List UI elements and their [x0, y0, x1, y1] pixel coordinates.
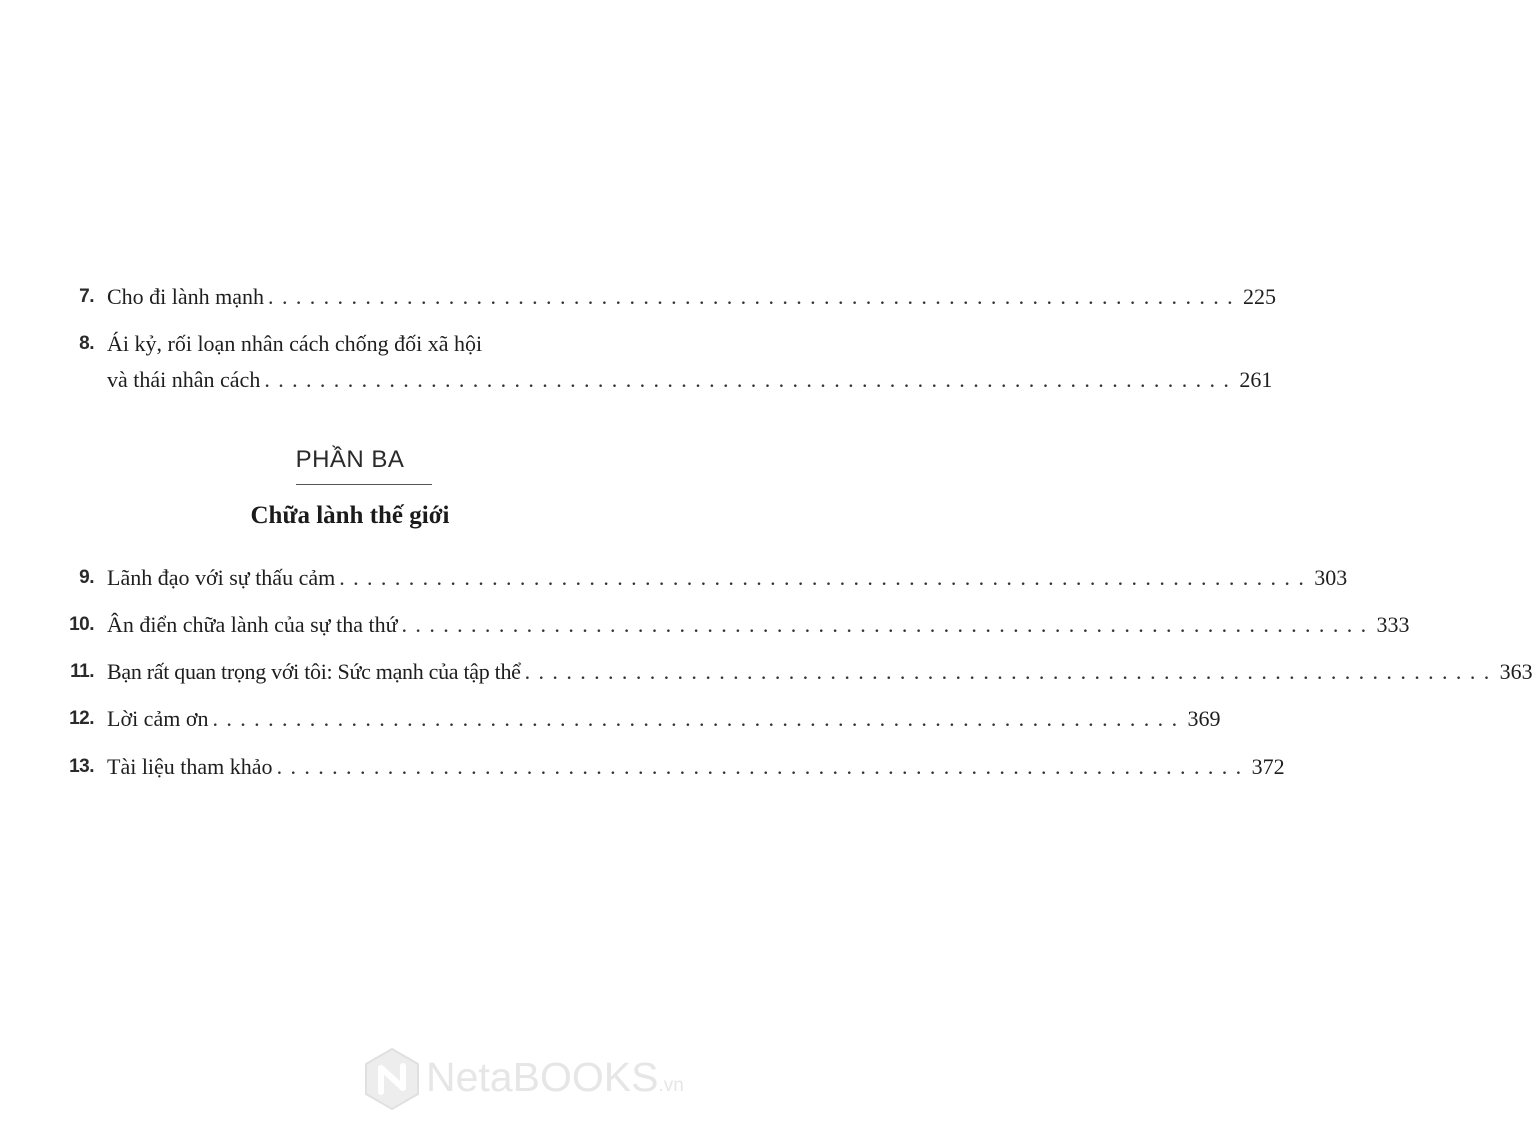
dot-leader: ......................................................................: [524, 659, 1498, 684]
toc-entry-10[interactable]: [60, 607, 1410, 643]
watermark: [362, 1046, 692, 1112]
entry-number: 7.: [79, 286, 94, 307]
dot-leader: ......................................................................: [212, 706, 1186, 731]
entry-number: 8.: [79, 333, 94, 354]
entry-page-number: 261: [1239, 367, 1273, 392]
dot-leader: ......................................................................: [339, 565, 1313, 590]
toc-entry-13[interactable]: [60, 749, 1285, 785]
entry-title-line-1: Ái kỷ, rối loạn nhân cách chống đối xã hội: [107, 331, 483, 356]
netabooks-logo-icon: [362, 1046, 422, 1112]
dot-leader: ......................................................................: [268, 284, 1242, 309]
dot-leader: ......................................................................: [401, 612, 1375, 637]
entry-number: 13.: [69, 756, 94, 777]
toc-entry-7[interactable]: [60, 279, 1277, 315]
entry-title: Bạn rất quan trọng với tôi: Sức mạnh của tập thể: [107, 659, 521, 684]
entry-page-number: 333: [1376, 612, 1410, 637]
part-label: PHẦN BA: [295, 446, 405, 473]
toc-entry-9[interactable]: [60, 560, 1348, 596]
toc-entry-11[interactable]: [60, 654, 1533, 690]
entry-page-number: 372: [1251, 754, 1285, 779]
entry-number: 9.: [79, 567, 94, 588]
entry-title: Lời cảm ơn: [107, 706, 209, 731]
watermark-brand: NetaBOOKS: [426, 1054, 659, 1100]
entry-number: 11.: [70, 661, 94, 682]
entry-page-number: 303: [1314, 565, 1348, 590]
watermark-text: [426, 1054, 684, 1101]
entry-title: Ân điển chữa lành của sự tha thứ: [107, 612, 398, 637]
entry-number: 12.: [69, 708, 94, 729]
entry-title: Lãnh đạo với sự thấu cảm: [107, 565, 336, 590]
part-divider: [296, 484, 432, 485]
toc-entry-12[interactable]: [60, 701, 1221, 737]
dot-leader: ......................................................................: [276, 754, 1250, 779]
watermark-suffix: .vn: [658, 1075, 684, 1096]
entry-title-line-2: và thái nhân cách: [107, 367, 261, 392]
entry-title: Cho đi lành mạnh: [107, 284, 265, 309]
dot-leader: ......................................................................: [264, 367, 1238, 392]
entry-page-number: 363: [1499, 659, 1533, 684]
entry-page-number: 225: [1243, 284, 1277, 309]
part-title: Chữa lành thế giới: [250, 502, 450, 529]
entry-title: Tài liệu tham khảo: [107, 754, 273, 779]
entry-page-number: 369: [1187, 706, 1221, 731]
entry-number: 10.: [69, 614, 94, 635]
toc-entry-8[interactable]: [60, 326, 1273, 398]
